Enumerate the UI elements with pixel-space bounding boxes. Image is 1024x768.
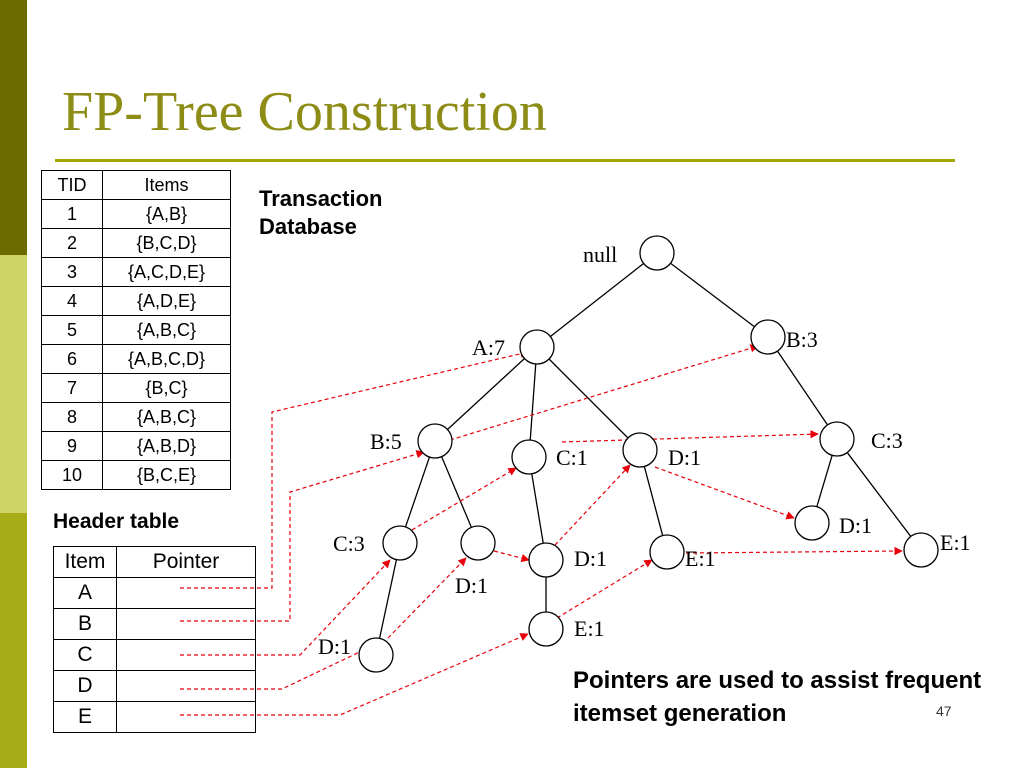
tree-node-c3b	[820, 422, 854, 456]
tree-edge-b5-c3	[406, 457, 430, 527]
items-column-header: Items	[103, 171, 231, 200]
pointer-column-header: Pointer	[117, 547, 256, 578]
tree-edge-a7-d1a	[549, 359, 628, 438]
tid-cell: 1	[42, 200, 103, 229]
item-cell: A	[54, 578, 117, 609]
items-cell: {A,C,D,E}	[103, 258, 231, 287]
items-cell: {A,D,E}	[103, 287, 231, 316]
tree-edge-null-b3	[671, 263, 755, 326]
tree-node-d1e	[359, 638, 393, 672]
tid-cell: 2	[42, 229, 103, 258]
tree-node-a7	[520, 330, 554, 364]
tree-edge-b5-d1b	[442, 457, 472, 528]
tid-cell: 9	[42, 432, 103, 461]
item-column-header: Item	[54, 547, 117, 578]
node-link-ptr-e3	[686, 551, 902, 553]
tree-node-label-b5: B:5	[370, 429, 402, 454]
tree-node-label-a7: A:7	[472, 335, 505, 360]
tree-node-label-b3: B:3	[786, 327, 818, 352]
tree-node-e1a	[650, 535, 684, 569]
tid-cell: 3	[42, 258, 103, 287]
tid-cell: 7	[42, 374, 103, 403]
item-cell: B	[54, 609, 117, 640]
tree-node-b5	[418, 424, 452, 458]
tree-node-label-d1a: D:1	[668, 445, 701, 470]
item-cell: E	[54, 702, 117, 733]
tree-node-label-e1b: E:1	[574, 616, 605, 641]
tree-node-e1b	[529, 612, 563, 646]
slide-title: FP-Tree Construction	[62, 81, 547, 143]
item-cell: C	[54, 640, 117, 671]
tree-edge-a7-c1a	[530, 364, 536, 440]
tree-edge-a7-b5	[448, 359, 525, 430]
tree-node-label-e1c: E:1	[940, 530, 971, 555]
tree-node-b3	[751, 320, 785, 354]
header-table-label: Header table	[53, 510, 180, 533]
tid-cell: 4	[42, 287, 103, 316]
items-cell: {B,C,D}	[103, 229, 231, 258]
tree-node-d1b	[461, 526, 495, 560]
items-cell: {B,C}	[103, 374, 231, 403]
page-number: 47	[936, 703, 952, 719]
items-cell: {A,B,D}	[103, 432, 231, 461]
node-link-ptr-c3	[562, 434, 818, 442]
tree-node-label-d1d: D:1	[839, 513, 872, 538]
tree-node-e1c	[904, 533, 938, 567]
tid-cell: 10	[42, 461, 103, 490]
tree-edge-d1a-e1a	[644, 466, 662, 535]
tree-node-label-e1a: E:1	[685, 546, 716, 571]
items-cell: {A,B,C,D}	[103, 345, 231, 374]
tid-cell: 6	[42, 345, 103, 374]
tree-node-label-d1c: D:1	[574, 546, 607, 571]
node-link-ptr-d5	[655, 467, 794, 518]
node-link-ptr-e	[180, 634, 528, 715]
tree-node-d1d	[795, 506, 829, 540]
tree-node-label-null: null	[583, 242, 618, 267]
node-link-ptr-d3	[494, 551, 529, 560]
tree-node-label-c3b: C:3	[871, 428, 903, 453]
tree-node-c3	[383, 526, 417, 560]
tree-edge-c3b-d1d	[817, 455, 832, 506]
tid-cell: 8	[42, 403, 103, 432]
node-link-ptr-d4	[555, 465, 630, 545]
tree-node-label-d1e: D:1	[318, 634, 351, 659]
tree-node-null	[640, 236, 674, 270]
node-link-ptr-d2	[388, 558, 466, 638]
tree-edge-b3-c3b	[778, 351, 828, 425]
tid-column-header: TID	[42, 171, 103, 200]
items-cell: {A,B,C}	[103, 316, 231, 345]
tree-edge-c1a-d1c	[532, 474, 543, 543]
node-link-ptr-c	[180, 560, 390, 655]
tid-cell: 5	[42, 316, 103, 345]
pointers-note: Pointers are used to assist frequent itemset generation	[573, 667, 982, 727]
tree-edge-null-a7	[550, 263, 643, 336]
tree-edge-c3-d1e	[380, 560, 397, 639]
item-cell: D	[54, 671, 117, 702]
tree-node-c1a	[512, 440, 546, 474]
tree-node-d1c	[529, 543, 563, 577]
items-cell: {A,B,C}	[103, 403, 231, 432]
tree-node-label-d1b: D:1	[455, 573, 488, 598]
tree-node-label-c3: C:3	[333, 531, 365, 556]
node-link-ptr-c2	[412, 468, 516, 530]
items-cell: {A,B}	[103, 200, 231, 229]
tree-node-d1a	[623, 433, 657, 467]
tree-node-label-c1a: C:1	[556, 445, 588, 470]
items-cell: {B,C,E}	[103, 461, 231, 490]
node-link-ptr-b2	[450, 346, 758, 440]
transaction-database-label: Transaction Database	[259, 186, 383, 239]
